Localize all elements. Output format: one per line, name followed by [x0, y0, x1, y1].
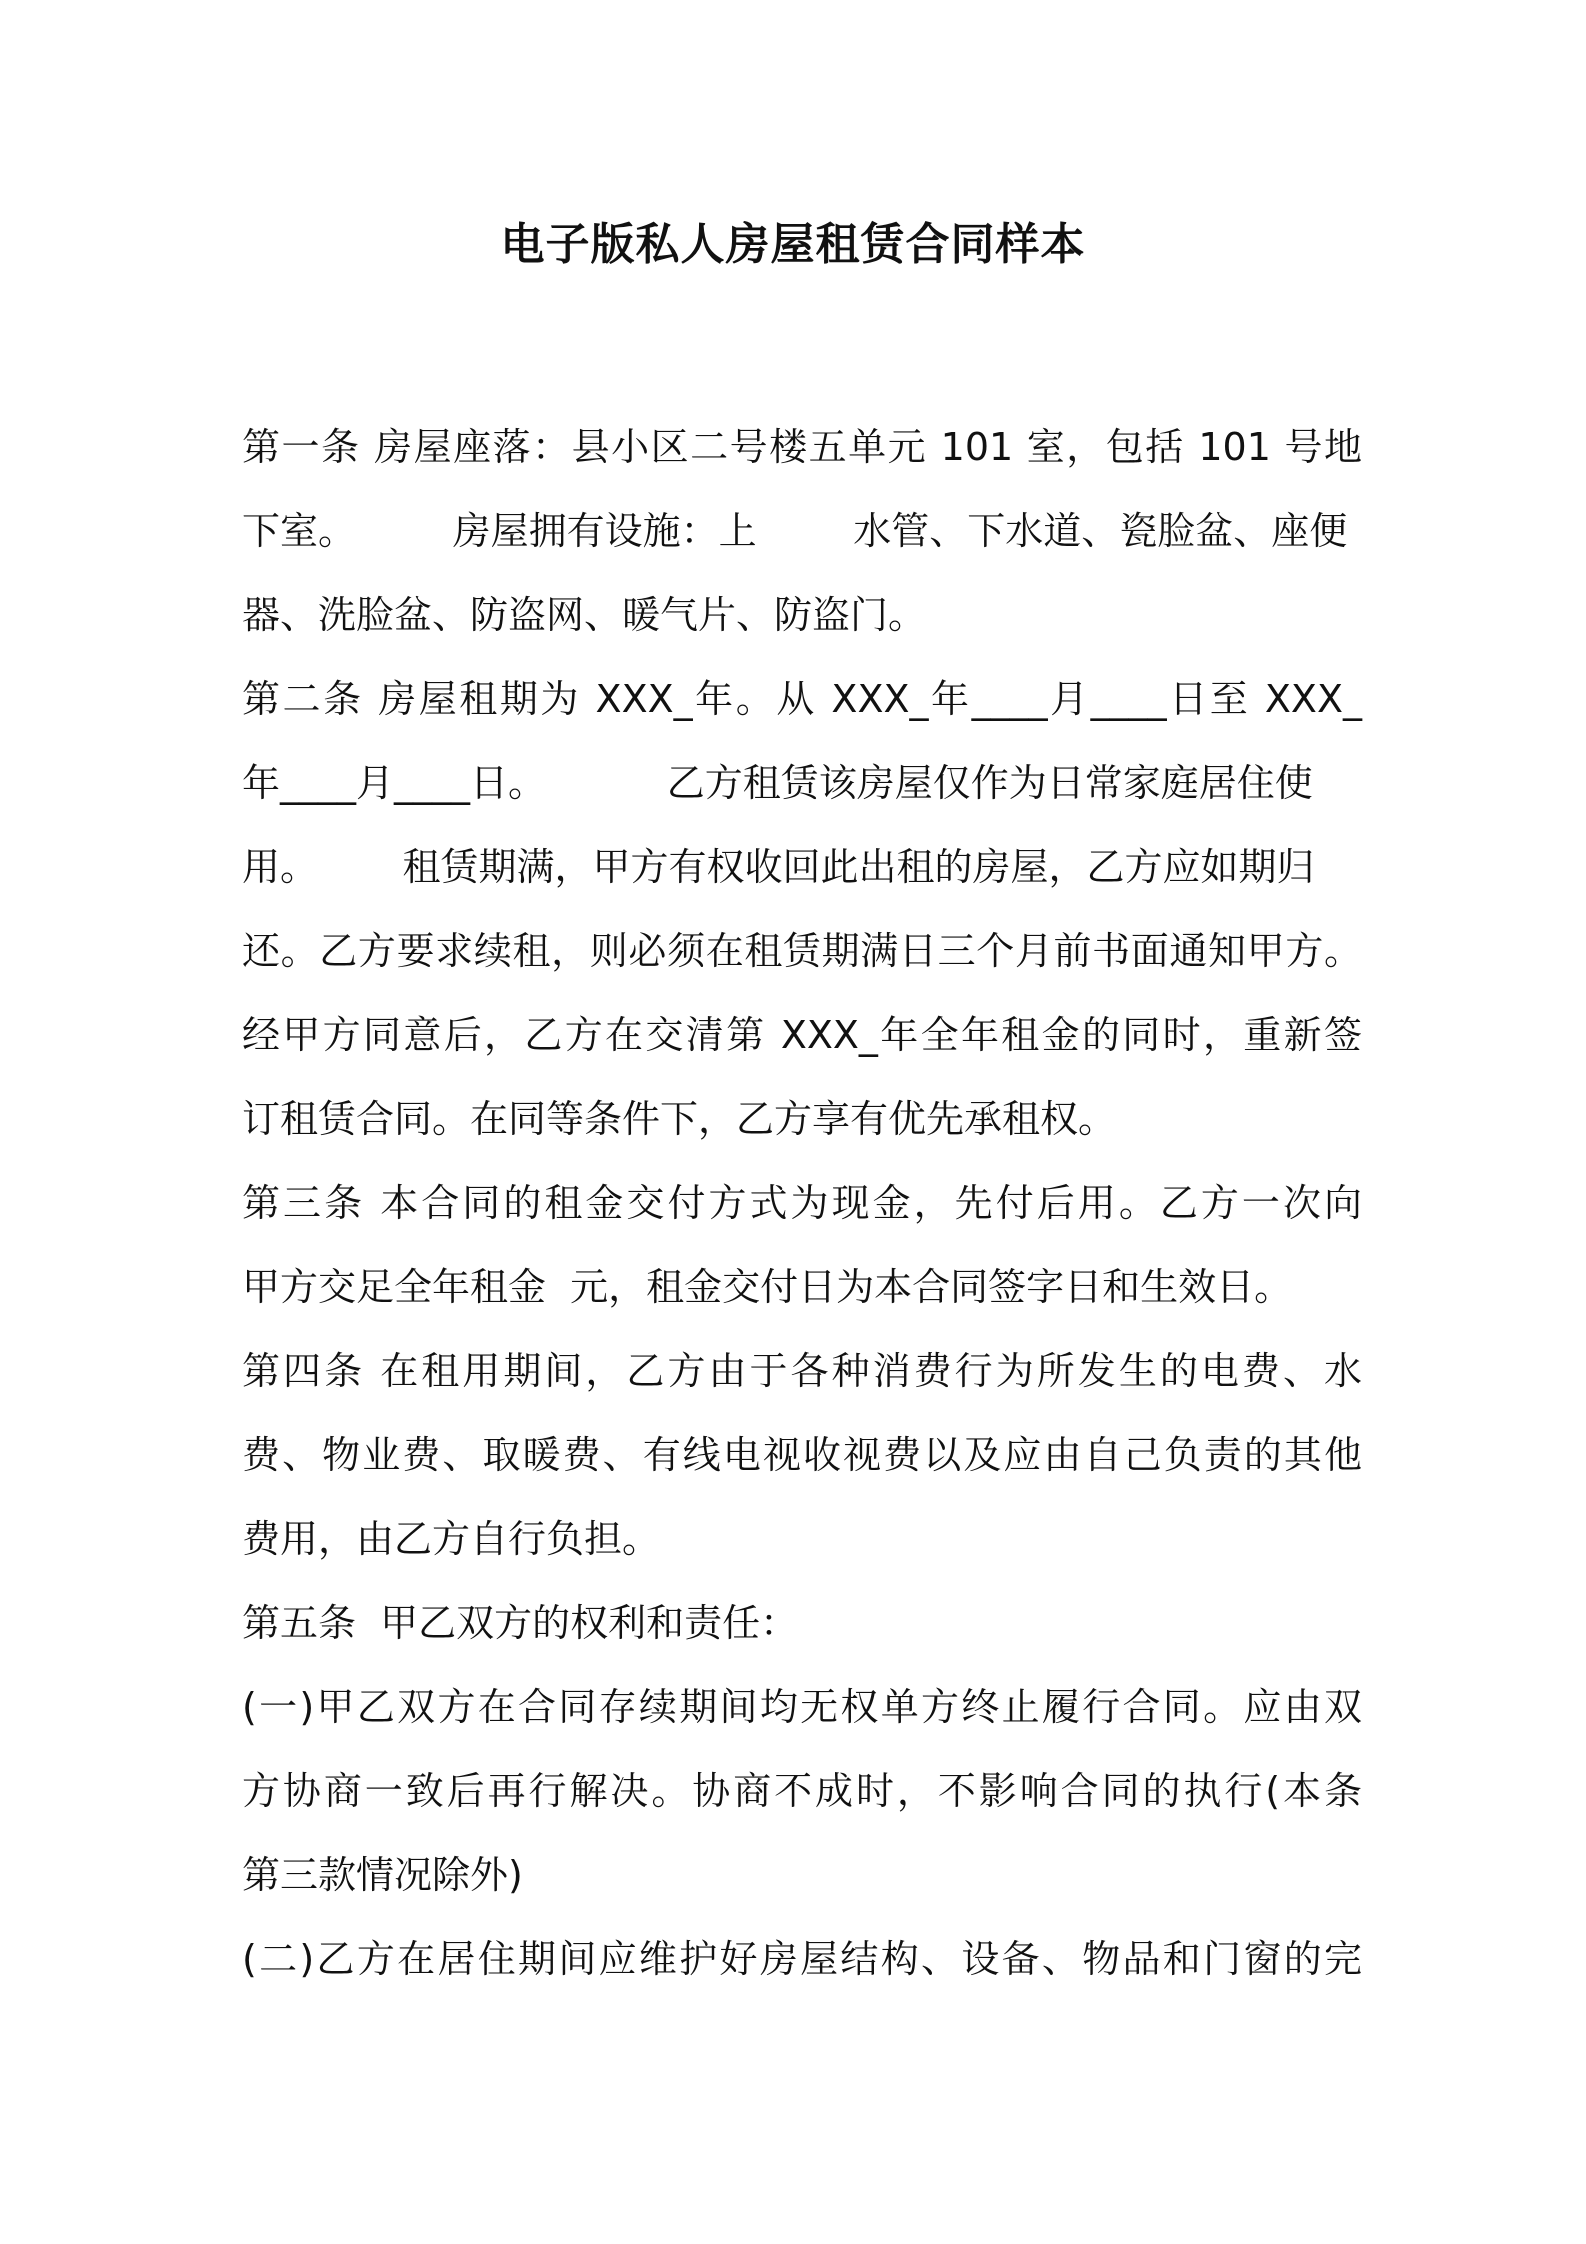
text-line: 第三条 本合同的租金交付方式为现金，先付后用。乙方一次向 [242, 1181, 1362, 1225]
text-line: 还。乙方要求续租，则必须在租赁期满日三个月前书面通知甲方。 [242, 929, 1362, 973]
text-line: 第二条 房屋租期为 XXX_年。从 XXX_年____月____日至 XXX_ [242, 677, 1362, 721]
text-line: 订租赁合同。在同等条件下，乙方享有优先承租权。 [242, 1097, 1117, 1141]
text-line: 费、物业费、取暖费、有线电视收视费以及应由自己负责的其他 [242, 1433, 1362, 1477]
text-line: (二)乙方在居住期间应维护好房屋结构、设备、物品和门窗的完 [242, 1937, 1362, 1981]
document-body [242, 405, 1362, 2001]
text-line: 甲方交足全年租金 元，租金交付日为本合同签字日和生效日。 [242, 1265, 1293, 1309]
text-line: 第一条 房屋座落：县小区二号楼五单元 101 室，包括 101 号地 [242, 425, 1362, 469]
text-line: 方协商一致后再行解决。协商不成时，不影响合同的执行(本条 [242, 1769, 1362, 1813]
text-line: 第三款情况除外) [242, 1853, 523, 1897]
document-title: 电子版私人房屋租赁合同样本 [500, 219, 1086, 270]
text-line: (一)甲乙双方在合同存续期间均无权单方终止履行合同。应由双 [242, 1685, 1362, 1729]
text-line: 年____月____日。 乙方租赁该房屋仅作为日常家庭居住使 [242, 761, 1313, 805]
text-line: 第五条 甲乙双方的权利和责任： [242, 1601, 799, 1645]
text-line: 费用，由乙方自行负担。 [242, 1517, 661, 1561]
text-line: 用。 租赁期满，甲方有权收回此出租的房屋，乙方应如期归 [242, 845, 1315, 889]
text-line: 第四条 在租用期间，乙方由于各种消费行为所发生的电费、水 [242, 1349, 1362, 1393]
text-line: 下室。 房屋拥有设施：上 水管、下水道、瓷脸盆、座便 [242, 509, 1348, 553]
text-line: 器、洗脸盆、防盗网、暖气片、防盗门。 [242, 593, 927, 637]
text-line: 经甲方同意后，乙方在交清第 XXX_年全年租金的同时，重新签 [242, 1013, 1362, 1057]
